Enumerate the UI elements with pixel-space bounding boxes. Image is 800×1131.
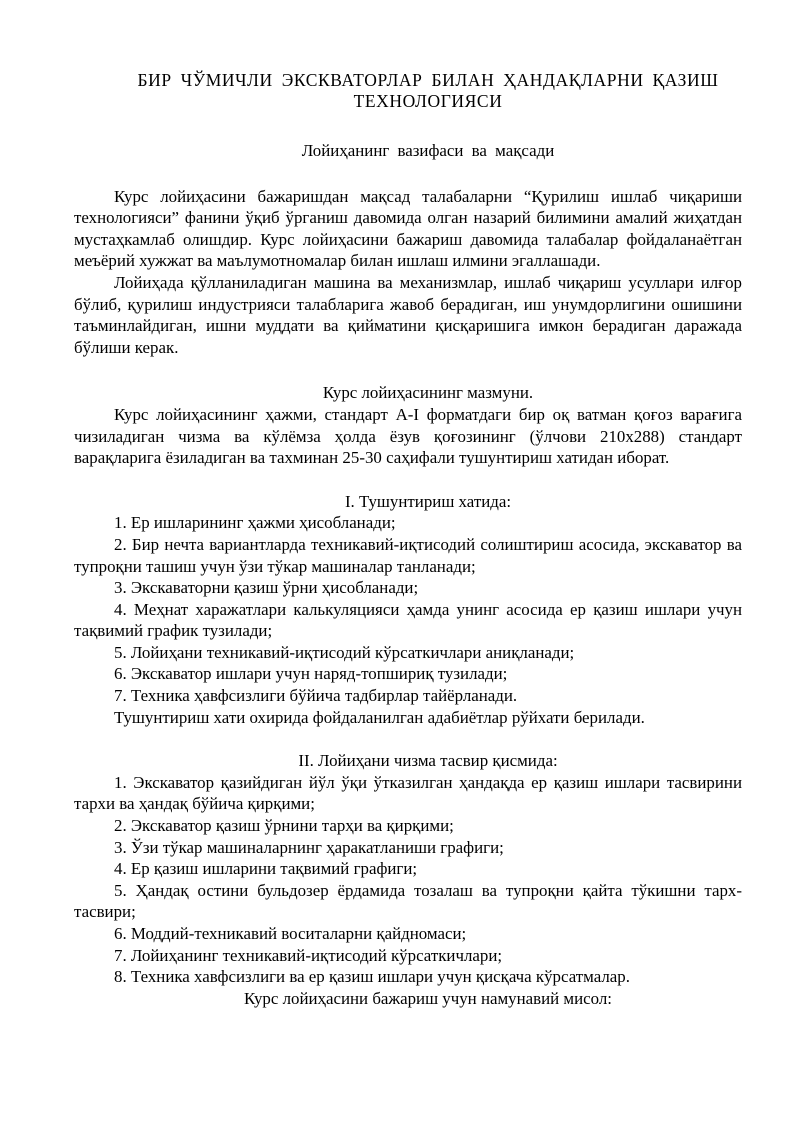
list-item: 5. Лойиҳани техникавий-иқтисодий кўрсаткичлари аниқланади; — [114, 642, 575, 662]
list-item: 7. Техника ҳавфсизлиги бўйича тадбирлар тайёрланади. — [114, 686, 518, 706]
list-item: 2. Экскаватор қазиш ўрнини тарҳи ва қирқими; — [114, 816, 454, 836]
list-item: 1. Ер ишларининг ҳажми ҳисобланади; — [114, 513, 396, 533]
list-item: Тушунтириш хати охирида фойдаланилган адабиётлар рўйхати берилади. — [114, 707, 645, 727]
list-item: 6. Моддий-техникавий воситаларни қайдномаси; — [114, 924, 467, 943]
section-2-list — [74, 772, 742, 988]
section-1-list — [74, 512, 742, 728]
list-item: 3. Ўзи тўкар машиналарнинг ҳаракатланиши графиги; — [114, 837, 504, 857]
document-page — [74, 70, 742, 1009]
list-item: 4. Меҳнат харажатлари калькуляцияси ҳамда унинг асосида ер қазиш ишлари учун тақвимий график тузилади; — [74, 599, 742, 641]
list-item: 5. Ҳандақ остини бульдозер ёрдамида тозалаш ва тупроқни қайта тўкишни тарх-тасвири; — [74, 880, 742, 922]
title-line-1: БИР ЧЎМИЧЛИ ЭКСКВАТОРЛАР БИЛАН ҲАНДАҚЛАРНИ ҚАЗИШ — [137, 70, 719, 90]
list-item: 1. Экскаватор қазийдиган йўл ўқи ўтказилган ҳандақда ер қазиш ишлари тасвирини тархи ва ҳандақ бўйича қирқими; — [74, 772, 742, 814]
list-item: 7. Лойиҳанинг техникавий-иқтисодий кўрсаткичлари; — [114, 945, 503, 965]
list-item: 6. Экскаватор ишлари учун наряд-топшириқ тузилади; — [114, 664, 508, 684]
list-item: 2. Бир нечта вариантларда техникавий-иқтисодий солиштириш асосида, экскаватор ва тупроқни ташиш учун ўзи тўкар машиналар танланади; — [74, 534, 742, 576]
intro-paragraph-1: Курс лойиҳасини бажаришдан мақсад талабаларни “Қурилиш ишлаб чиқариши технологияси” фанини ўқиб ўрганиш давомида олган назарий билимини амалий жиҳатдан мустаҳкамлаб олишдир. Курс лойиҳасини бажариш давомида талабалар фойдаланаётган меъёрий хужжат ва маълумотномалар билан ишлаш илмини эгаллашади. — [74, 186, 742, 271]
intro-section — [74, 186, 742, 359]
list-item: 3. Экскаваторни қазиш ўрни ҳисобланади; — [114, 578, 419, 598]
content-heading: Курс лойиҳасининг мазмуни. — [322, 383, 534, 403]
section-1-heading: I. Тушунтириш хатида: — [344, 491, 512, 511]
list-item: 4. Ер қазиш ишларини тақвимий графиги; — [114, 859, 418, 879]
document-subtitle: Лойиҳанинг вазифаси ва мақсади — [301, 141, 555, 160]
list-item: 8. Техника хавфсизлиги ва ер қазиш ишлари учун қисқача кўрсатмалар. — [114, 967, 630, 987]
intro-paragraph-2: Лойиҳада қўлланиладиган машина ва механизмлар, ишлаб чиқариш усуллари илғор бўлиб, қурилиш индустрияси талабларига жавоб берадиган, иш унумдорлигини ошишини таъминлайдиган, ишни муддати ва қийматини қисқаришига имкон берадиган даражада бўлиши керак. — [74, 272, 742, 357]
content-paragraph: Курс лойиҳасининг ҳажми, стандарт А-I форматдаги бир оқ ватман қоғоз варағига чизиладиган чизма ва кўлёмза ҳолда ёзув қоғозининг (ўлчови 210x288) стандарт варақларига ёзиладиган ва тахминан 25-30 саҳифали тушунтириш хатидан иборат. — [74, 404, 742, 468]
closing-heading: Курс лойиҳасини бажариш учун намунавий мисол: — [243, 988, 612, 1008]
title-line-2: ТЕХНОЛОГИЯСИ — [353, 91, 503, 111]
section-2-heading: II. Лойиҳани чизма тасвир қисмида: — [298, 751, 558, 771]
document-title — [74, 70, 742, 112]
